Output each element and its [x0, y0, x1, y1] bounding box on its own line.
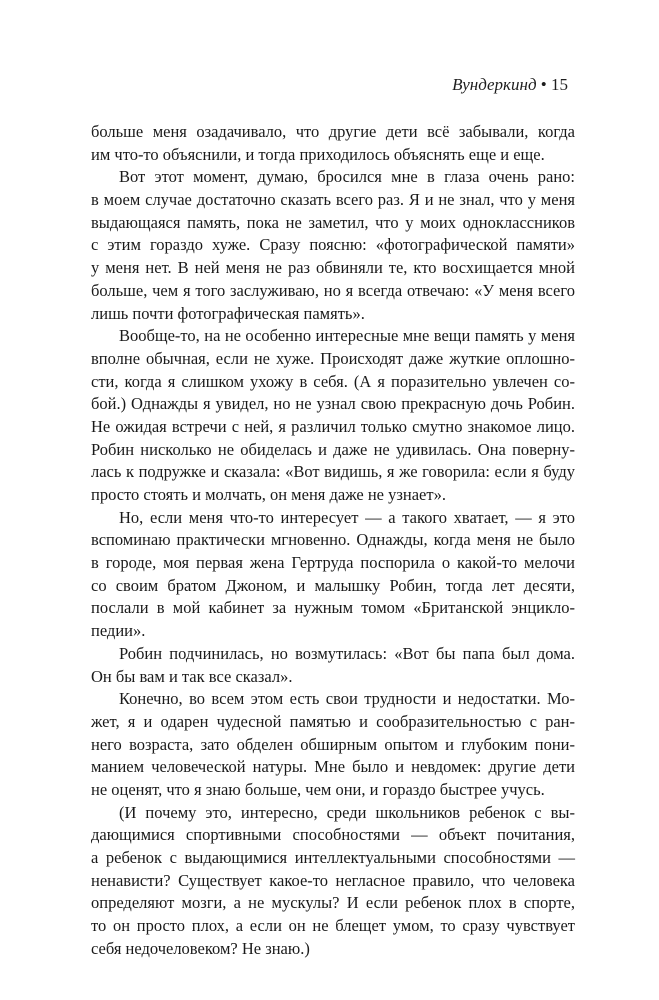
text-line: манием человеческой натуры. Мне было и невдомек: другие дети	[91, 757, 575, 777]
page-number: 15	[551, 75, 568, 94]
text-line: него возраста, зато обделен обширным опытом и глубоким пони-	[91, 734, 575, 754]
text-line: то он просто плох, а если он не блещет умом, то сразу чувствует	[91, 916, 575, 936]
text-line: себя недочеловеком? Не знаю.)	[91, 938, 310, 958]
text-line: у меня нет. В ней меня не раз обвиняли те, кто восхищается мной	[91, 258, 575, 278]
text-line: педии».	[91, 621, 146, 641]
text-line: (И почему это, интересно, среди школьников ребенок с вы-	[119, 802, 575, 822]
text-line: Не ожидая встречи с ней, я различил только смутно знакомое лицо.	[91, 416, 575, 436]
text-line: в моем случае достаточно сказать всего раз. Я и не знал, что у меня	[91, 190, 575, 210]
text-line: Но, если меня что-то интересует — а такого хватает, — я это	[119, 507, 575, 527]
text-line: Вообще-то, на не особенно интересные мне вещи память у меня	[119, 326, 575, 346]
text-line: лась к подружке и сказала: «Вот видишь, я же говорила: если я буду	[91, 462, 575, 482]
text-line: сти, когда я слишком ухожу в себя. (А я поразительно увлечен со-	[91, 371, 575, 391]
running-head-title: Вундеркинд	[452, 75, 537, 94]
text-line: в городе, моя первая жена Гертруда поспорила о какой-то мелочи	[91, 553, 575, 573]
text-line: послали в мой кабинет за нужным томом «Британской энцикло-	[91, 598, 575, 618]
text-line: Робин подчинилась, но возмутилась: «Вот бы папа был дома.	[119, 643, 575, 663]
text-line: ненависти? Существует какое-то негласное правило, что человека	[91, 870, 575, 890]
text-line: не оценят, что я знаю больше, чем они, и гораздо быстрее учусь.	[91, 779, 545, 799]
text-line: Он бы вам и так все сказал».	[91, 666, 293, 686]
text-line: просто стоять и молчать, он меня даже не узнает».	[91, 485, 446, 504]
text-line: вспоминаю практически мгновенно. Однажды, когда меня не было	[91, 530, 575, 550]
text-line: больше, чем я того заслуживаю, но я всегда отвечаю: «У меня всего	[91, 280, 575, 300]
running-head-separator: •	[540, 75, 547, 94]
text-line: определяют мозги, а не мускулы? И если ребенок плох в спорте,	[91, 893, 575, 913]
text-line: с этим гораздо хуже. Сразу поясню: «фотографической памяти»	[91, 235, 575, 255]
text-line: им что-то объяснили, и тогда приходилось объяснять еще и еще.	[91, 144, 545, 164]
text-line: дающимися спортивными способностями — объект почитания,	[91, 825, 575, 845]
text-line: бой.) Однажды я увидел, но не узнал свою прекрасную дочь Робин.	[91, 394, 575, 414]
text-line: Робин нисколько не обиделась и даже не удивилась. Она поверну-	[91, 439, 575, 459]
text-line: а ребенок с выдающимися интеллектуальными способностями —	[91, 848, 575, 867]
text-line: Вот этот момент, думаю, бросился мне в глаза очень рано:	[119, 167, 575, 187]
text-line: лишь почти фотографическая память».	[91, 303, 365, 323]
text-line: жет, я и одарен чудесной памятью и сообразительностью с ран-	[91, 711, 575, 731]
body-text	[91, 121, 575, 960]
text-line: больше меня озадачивало, что другие дети всё забывали, когда	[91, 122, 575, 141]
text-line: выдающаяся память, пока не заметил, что у моих одноклассников	[91, 212, 575, 232]
running-head	[452, 75, 568, 95]
text-line: вполне обычная, если не хуже. Происходят даже жуткие оплошно-	[91, 348, 575, 368]
text-line: со своим братом Джоном, и малышку Робин, тогда лет десяти,	[91, 575, 575, 595]
text-line: Конечно, во всем этом есть свои трудности и недостатки. Мо-	[119, 689, 575, 709]
